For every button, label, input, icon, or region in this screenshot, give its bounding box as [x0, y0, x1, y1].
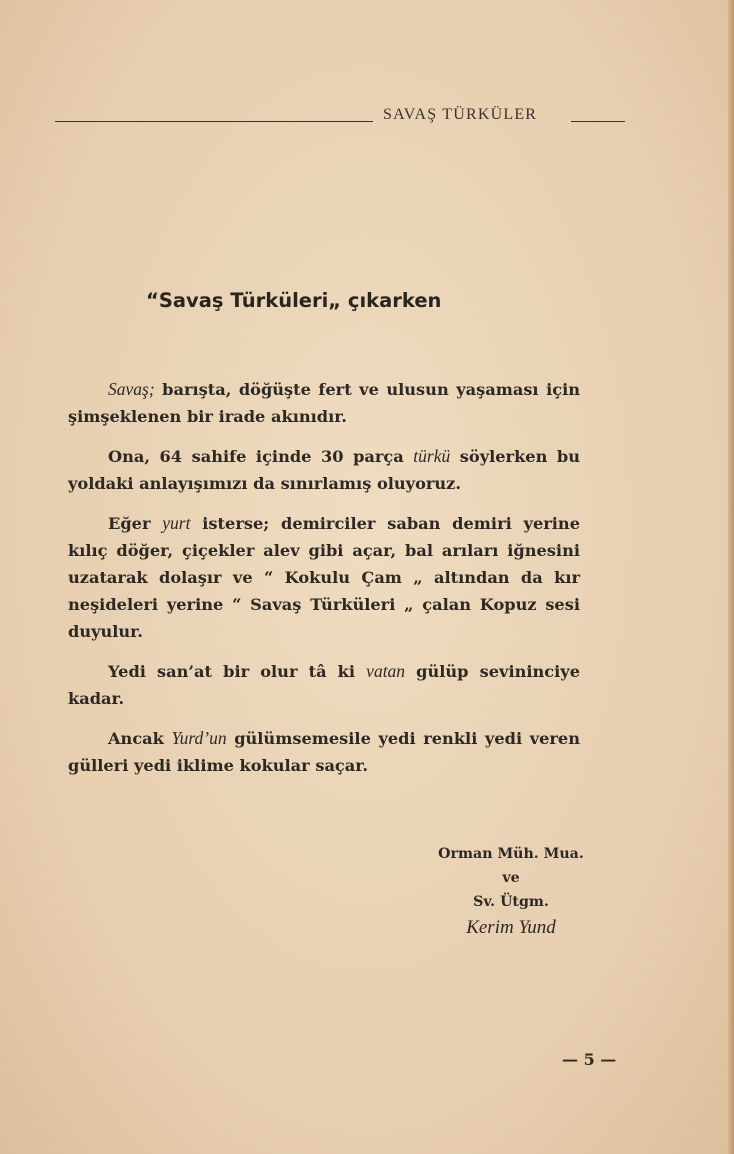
- paragraph-text: söylerken bu yoldaki anlayışımızı da sınırlamış oluyoruz.: [68, 447, 580, 493]
- italic-word: yurt: [162, 513, 191, 533]
- body-text: [68, 376, 580, 792]
- paragraph-3: [68, 510, 580, 645]
- header-rule-right: [571, 121, 625, 122]
- paragraph-4: [68, 658, 580, 712]
- page-edge: [728, 0, 734, 1154]
- header-rule-left: [55, 121, 373, 122]
- section-heading: “Savaş Türküleri„ çıkarken: [146, 289, 442, 312]
- paragraph-text: isterse; demirciler saban demiri yerine kılıç döğer, çiçekler alev gibi açar, bal arıları iğnesini uzatarak dolaşır ve “ Kokulu Çam „ altından da kır neşideleri yerine “ Savaş Türküleri „ çalan Kopuz sesi duyulur.: [68, 514, 580, 641]
- paragraph-text: gülüp sevininciye kadar.: [68, 662, 580, 708]
- italic-word: Savaş;: [108, 379, 155, 399]
- italic-word: türkü: [413, 446, 451, 466]
- paragraph-2: [68, 443, 580, 497]
- paragraph-text: gülümsemesile yedi renkli yedi veren gülleri yedi iklime kokular saçar.: [68, 729, 580, 775]
- italic-word: vatan: [366, 661, 406, 681]
- paragraph-5: [68, 725, 580, 779]
- paragraph-text: Ancak: [108, 729, 172, 748]
- signature-conjunction: ve: [502, 870, 520, 886]
- italic-word: Yurd’un: [171, 728, 227, 748]
- signature-title: Orman Müh. Mua.: [438, 846, 584, 862]
- signature-block: [420, 842, 602, 942]
- paragraph-1: [68, 376, 580, 430]
- running-title: SAVAŞ TÜRKÜLER: [383, 106, 538, 123]
- signature-name: Kerim Yund: [466, 917, 556, 938]
- page-number: — 5 —: [562, 1050, 617, 1069]
- paragraph-text: Yedi san’at bir olur tâ ki: [108, 662, 367, 681]
- signature-rank: Sv. Ütgm.: [473, 894, 549, 910]
- running-header: [55, 104, 625, 128]
- paragraph-text: Ona, 64 sahife içinde 30 parça: [108, 447, 414, 466]
- paragraph-text: barışta, döğüşte fert ve ulusun yaşaması için şimşeklenen bir irade akınıdır.: [68, 380, 580, 426]
- paragraph-text: Eğer: [108, 514, 163, 533]
